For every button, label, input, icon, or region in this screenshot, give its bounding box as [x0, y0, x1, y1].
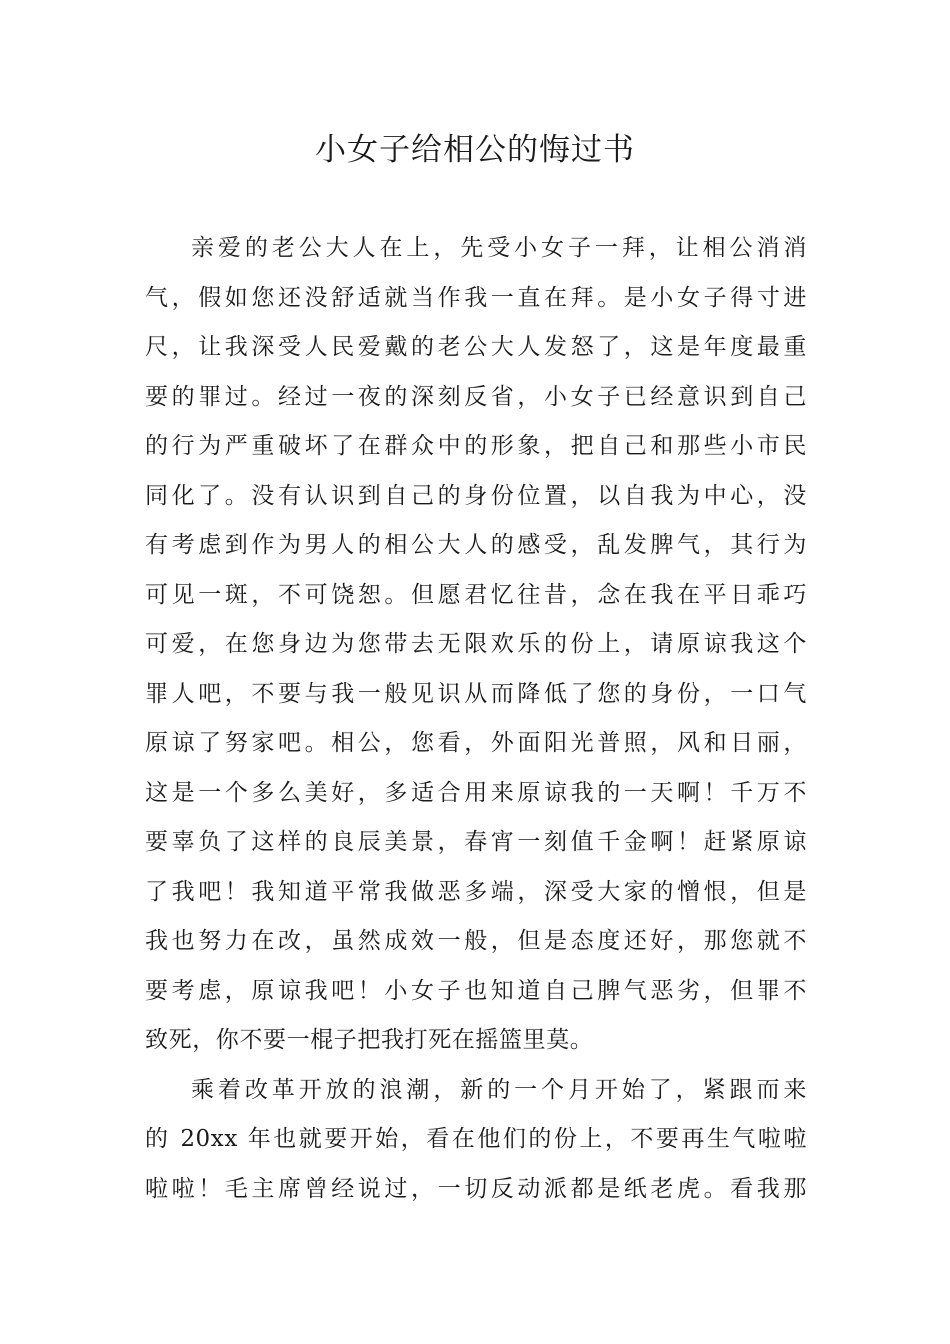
- paragraph-line: 尺，让我深受人民爱戴的老公大人发怒了，这是年度最重: [145, 334, 807, 360]
- paragraph-line: 要考虑，原谅我吧！小女子也知道自己脾气恶劣，但罪不: [145, 977, 807, 1004]
- paragraph-line: 亲爱的老公大人在上，先受小女子一拜，让相公消消: [191, 235, 807, 261]
- paragraph-line: 我也努力在改，虽然成效一般，但是态度还好，那您就不: [145, 928, 807, 954]
- document-title: 小女子给相公的悔过书: [315, 132, 635, 168]
- paragraph-line: 气，假如您还没舒适就当作我一直在拜。是小女子得寸进: [145, 284, 807, 311]
- paragraph-line: 要辜负了这样的良辰美景，春宵一刻值千金啊！赶紧原谅: [145, 829, 807, 855]
- paragraph-line: 了我吧！我知道平常我做恶多端，深受大家的憎恨，但是: [145, 878, 807, 905]
- paragraph-line: 原谅了努家吧。相公，您看，外面阳光普照，风和日丽，: [145, 730, 807, 756]
- paragraph-line: 乘着改革开放的浪潮，新的一个月开始了，紧跟而来: [191, 1076, 807, 1103]
- paragraph-2: [145, 1066, 807, 1215]
- paragraph-line: 的 20xx 年也就要开始，看在他们的份上，不要再生气啦啦: [145, 1126, 807, 1152]
- paragraph-line: 可爱，在您身边为您带去无限欢乐的份上，请原谅我这个: [145, 631, 807, 657]
- paragraph-line: 的行为严重破坏了在群众中的形象，把自己和那些小市民: [145, 433, 807, 459]
- paragraph-line: 有考虑到作为男人的相公大人的感受，乱发脾气，其行为: [145, 532, 807, 558]
- document-body: [145, 224, 807, 1214]
- paragraph-line: 罪人吧，不要与我一般见识从而降低了您的身份，一口气: [145, 680, 807, 707]
- paragraph-line: 这是一个多么美好，多适合用来原谅我的一天啊！千万不: [145, 779, 807, 806]
- paragraph-line: 要的罪过。经过一夜的深刻反省，小女子已经意识到自己: [145, 383, 807, 410]
- paragraph-1: [145, 224, 807, 1066]
- paragraph-line: 同化了。没有认识到自己的身份位置，以自我为中心，没: [145, 482, 807, 509]
- paragraph-line: 可见一斑，不可饶恕。但愿君忆往昔，念在我在平日乖巧: [145, 581, 807, 608]
- paragraph-line: 致死，你不要一棍子把我打死在摇篮里莫。: [145, 1027, 594, 1053]
- paragraph-line: 啦啦！毛主席曾经说过，一切反动派都是纸老虎。看我那: [145, 1175, 807, 1202]
